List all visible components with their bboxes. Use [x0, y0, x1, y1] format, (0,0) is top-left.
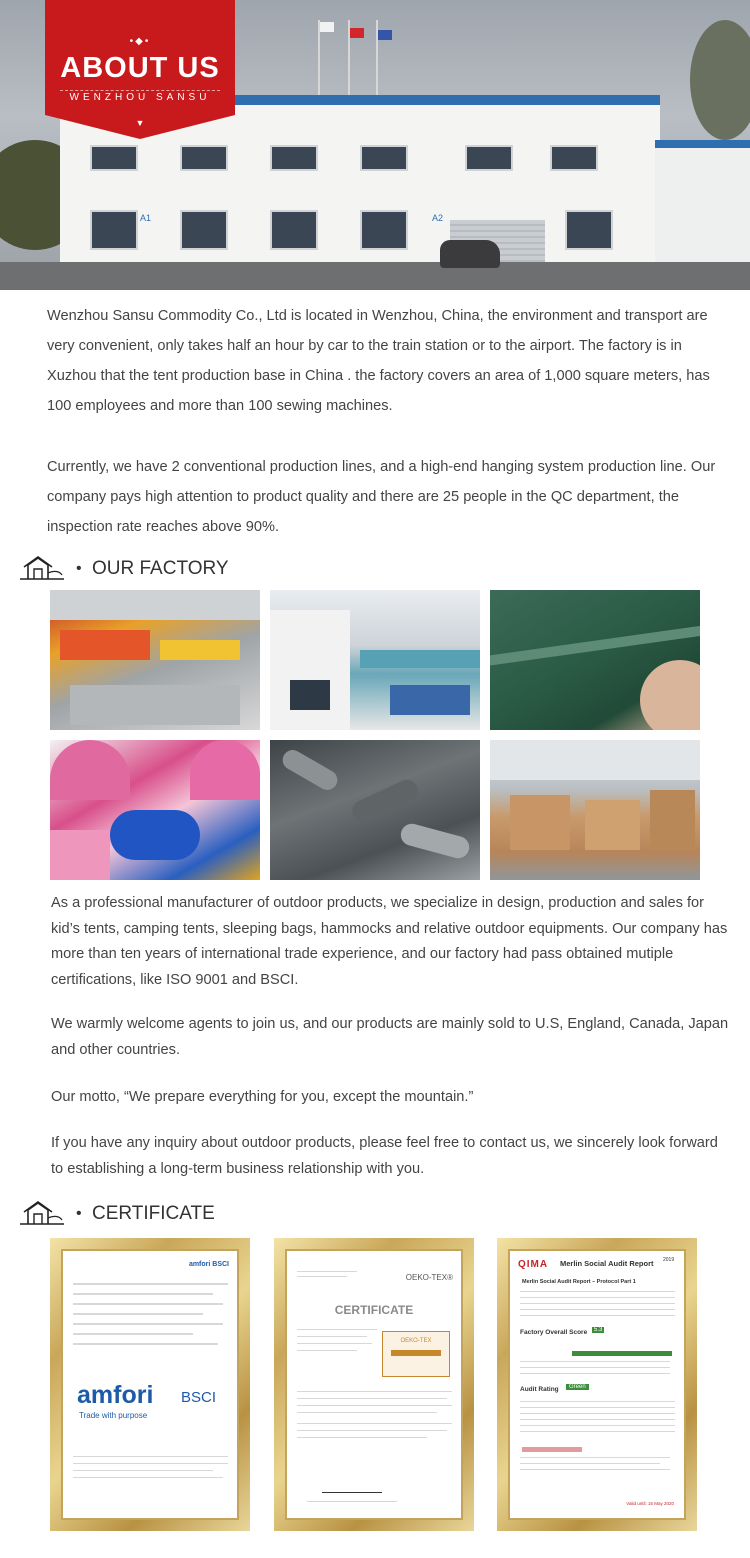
tree — [690, 20, 750, 140]
page-title: ABOUT US — [60, 52, 220, 84]
certificate-frame-bsci — [50, 1238, 250, 1531]
certificate-frame-oekotex — [274, 1238, 474, 1531]
intro-paragraph-location: Wenzhou Sansu Commodity Co., Ltd is located in Wenzhou, China, the environment and transport are very convenient, only takes half an hour by car to the train station or to the airport. The factory is in Xuzhou that the tent production base in China . the factory covers an area of 1,000 square meters, has 100 employees and more than 100 sewing machines. — [47, 308, 710, 414]
cutting-machine-photo — [270, 590, 480, 730]
kids-tent-production-photo — [50, 740, 260, 880]
qima-logo: QIMA — [518, 1259, 549, 1270]
about-paragraph-markets: We warmly welcome agents to join us, and our products are mainly sold to U.S, England, Canada, Japan and other countries. — [51, 1016, 729, 1058]
about-paragraph-contact: If you have any inquiry about outdoor products, please feel free to contact us, we sincerely look forward to establishing a long-term business relationship with you. — [51, 1135, 718, 1177]
factory-warehouse-photo — [50, 590, 260, 730]
building-label-a1: A1 — [140, 213, 152, 223]
amfori-logo: amfori — [77, 1381, 154, 1409]
section-title-certificate: CERTIFICATE — [92, 1203, 215, 1224]
tent-fabric-seam-photo — [490, 590, 700, 730]
audit-rating-label: Audit Rating — [520, 1386, 559, 1393]
oekotex-label: OEKO-TEX — [382, 1331, 450, 1377]
report-title: Merlin Social Audit Report — [560, 1259, 654, 1268]
about-paragraph-products: As a professional manufacturer of outdoor products, we specialize in design, production and sales for kid’s tents, camping tents, sleeping bags, hammocks and relative outdoor equipments. Our company has more than ten years of international trade experience, and our factory had pass obtained mutiple certifications, like ISO 9001 and BSCI. — [51, 895, 728, 988]
flag — [320, 22, 334, 32]
audit-rating-value: Green — [566, 1384, 589, 1390]
house-icon — [18, 1200, 66, 1228]
bsci-logo: BSCI — [181, 1389, 217, 1406]
certificate-title: CERTIFICATE — [334, 1303, 414, 1317]
oekotex-brand: OEKO-TEX® — [405, 1273, 453, 1282]
carton-stock-photo — [490, 740, 700, 880]
overall-score-label: Factory Overall Score — [520, 1329, 588, 1336]
hero-banner — [0, 0, 750, 290]
report-subtitle: Merlin Social Audit Report – Protocol Part 1 — [522, 1279, 636, 1285]
about-paragraph-motto: Our motto, “We prepare everything for you, except the mountain.” — [51, 1089, 474, 1105]
intro-paragraph-production: Currently, we have 2 conventional production lines, and a high-end hanging system production line. Our company pays high attention to product quality and there are 25 people in the QC department, the inspection rate reaches above 90%. — [47, 459, 716, 535]
flag — [350, 28, 364, 38]
section-bullet: • — [76, 560, 82, 577]
packed-tents-photo — [270, 740, 480, 880]
amfori-tagline: Trade with purpose — [79, 1411, 148, 1420]
chevron-down-icon: ▼ — [135, 118, 145, 128]
amfori-header-logo: amfori BSCI — [188, 1261, 229, 1268]
building-wing — [655, 140, 750, 275]
validity-date: Valid until: 16 May 2020 — [626, 1501, 674, 1506]
section-header-certificate — [18, 1200, 738, 1230]
section-bullet: • — [76, 1205, 82, 1222]
overall-score-value: 5.3 — [594, 1327, 603, 1333]
section-header-factory — [18, 555, 738, 585]
report-year: 2019 — [663, 1257, 675, 1263]
page-subtitle: WENZHOU SANSU — [69, 92, 211, 103]
section-title-factory: OUR FACTORY — [92, 558, 229, 579]
house-icon — [18, 555, 66, 583]
signature — [322, 1483, 382, 1493]
building-label-a2: A2 — [432, 213, 444, 223]
flag — [378, 30, 392, 40]
certificate-frame-qima — [497, 1238, 697, 1531]
about-us-badge — [45, 0, 235, 140]
badge-ornament: •◆• — [129, 36, 151, 47]
ground — [0, 262, 750, 290]
parked-car — [440, 240, 500, 268]
